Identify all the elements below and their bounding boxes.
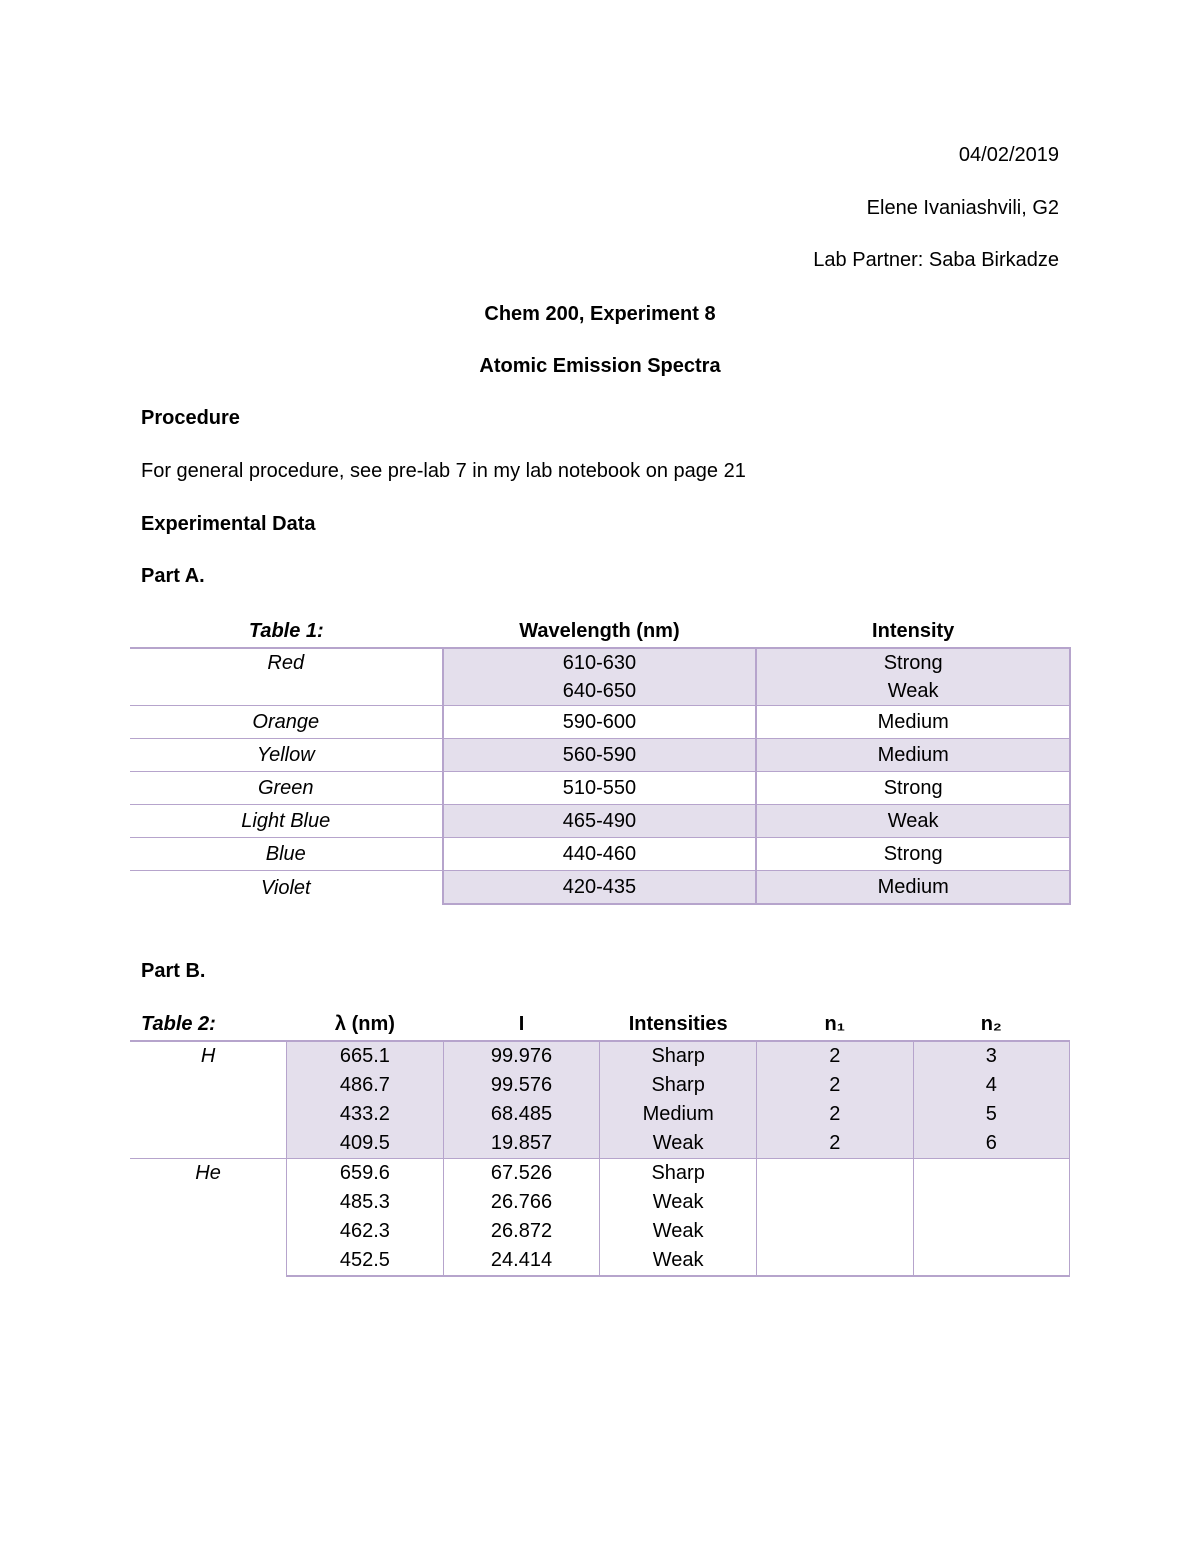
wavelength-cell: 590-600 xyxy=(443,706,757,739)
table-row xyxy=(130,838,1070,871)
intensity-value: Weak xyxy=(652,1249,704,1271)
wavelength-cell: 560-590 xyxy=(443,739,757,772)
i-cell xyxy=(443,1159,600,1277)
color-cell: Light Blue xyxy=(130,805,443,838)
color-cell: Yellow xyxy=(130,739,443,772)
n2-cell xyxy=(913,1041,1070,1159)
table-1-caption: Table 1: xyxy=(130,615,443,648)
table-row xyxy=(130,805,1070,838)
wavelength-cell: 465-490 xyxy=(443,805,757,838)
i-value: 99.576 xyxy=(490,1074,553,1096)
wavelength-cell: 440-460 xyxy=(443,838,757,871)
lambda-value: 485.3 xyxy=(339,1191,390,1213)
intensities-cell xyxy=(600,1041,757,1159)
n1-value: 2 xyxy=(829,1074,841,1096)
intensities-cell xyxy=(600,1159,757,1277)
intensity-cell: Medium xyxy=(756,871,1070,905)
intensity-cell: Medium xyxy=(756,739,1070,772)
lambda-value: 409.5 xyxy=(339,1132,390,1154)
table-row xyxy=(130,648,1070,706)
color-cell: Green xyxy=(130,772,443,805)
experimental-data-heading: Experimental Data xyxy=(141,513,316,535)
color-cell: Blue xyxy=(130,838,443,871)
intensity-cell: Weak xyxy=(756,805,1070,838)
wavelength-cell: 420-435 xyxy=(443,871,757,905)
intensity-value: Weak xyxy=(652,1191,704,1213)
color-cell: Violet xyxy=(260,876,311,899)
table-2-caption: Table 2: xyxy=(130,1008,287,1041)
author-name: Elene Ivaniashvili, G2 xyxy=(866,197,1059,219)
i-value: 24.414 xyxy=(490,1249,553,1271)
table-row xyxy=(130,739,1070,772)
i-value: 26.766 xyxy=(490,1191,553,1213)
intensity-value: Medium xyxy=(642,1103,714,1125)
element-cell: H xyxy=(130,1041,287,1159)
lambda-value: 452.5 xyxy=(339,1249,390,1271)
element-cell: He xyxy=(130,1159,287,1277)
table-2-header-lambda: λ (nm) xyxy=(287,1008,444,1041)
table-row xyxy=(130,772,1070,805)
lambda-cell xyxy=(287,1041,444,1159)
part-b-heading: Part B. xyxy=(141,960,206,982)
procedure-heading: Procedure xyxy=(141,407,240,429)
intensity-value: Strong xyxy=(883,652,943,674)
n1-value: 2 xyxy=(829,1045,841,1067)
color-cell: Orange xyxy=(130,706,443,739)
n2-value: 5 xyxy=(985,1103,997,1125)
table-2-header-intensities: Intensities xyxy=(600,1008,757,1041)
intensity-cell xyxy=(756,648,1070,706)
wavelength-value: 640-650 xyxy=(562,680,637,702)
i-value: 26.872 xyxy=(490,1220,553,1242)
lambda-value: 462.3 xyxy=(339,1220,390,1242)
intensity-value: Weak xyxy=(887,680,939,702)
n1-value: 2 xyxy=(829,1103,841,1125)
n1-cell xyxy=(757,1159,913,1277)
course-title: Chem 200, Experiment 8 xyxy=(484,303,716,325)
i-value: 99.976 xyxy=(490,1045,553,1067)
experiment-title: Atomic Emission Spectra xyxy=(479,355,721,377)
lambda-cell xyxy=(287,1159,444,1277)
table-1 xyxy=(130,615,1071,905)
n2-value: 6 xyxy=(985,1132,997,1154)
date: 04/02/2019 xyxy=(958,144,1059,166)
table-row xyxy=(130,1159,1070,1277)
table-row xyxy=(130,871,1070,905)
part-a-heading: Part A. xyxy=(141,565,205,587)
lambda-value: 659.6 xyxy=(339,1162,390,1184)
n1-value: 2 xyxy=(829,1132,841,1154)
intensity-cell: Medium xyxy=(756,706,1070,739)
n2-value: 3 xyxy=(985,1045,997,1067)
lambda-value: 433.2 xyxy=(339,1103,390,1125)
color-cell: Red xyxy=(130,648,443,706)
intensity-cell: Strong xyxy=(756,838,1070,871)
intensity-value: Weak xyxy=(652,1220,704,1242)
table-row xyxy=(130,1041,1070,1159)
table-2-header-i: I xyxy=(443,1008,600,1041)
intensity-value: Sharp xyxy=(651,1045,705,1067)
i-value: 19.857 xyxy=(490,1132,553,1154)
table-2 xyxy=(130,1008,1070,1277)
lambda-value: 665.1 xyxy=(339,1045,390,1067)
procedure-text: For general procedure, see pre-lab 7 in my lab notebook on page 21 xyxy=(141,460,746,482)
lab-partner: Lab Partner: Saba Birkadze xyxy=(813,249,1059,271)
table-2-header-n2: n₂ xyxy=(913,1008,1070,1041)
intensity-value: Sharp xyxy=(651,1162,705,1184)
intensity-value: Weak xyxy=(652,1132,704,1154)
wavelength-cell: 510-550 xyxy=(443,772,757,805)
table-2-header-n1: n₁ xyxy=(757,1008,913,1041)
i-value: 67.526 xyxy=(490,1162,553,1184)
table-1-header-wavelength: Wavelength (nm) xyxy=(443,615,757,648)
n1-cell xyxy=(757,1041,913,1159)
i-cell xyxy=(443,1041,600,1159)
table-1-header-intensity: Intensity xyxy=(756,615,1070,648)
n2-value: 4 xyxy=(985,1074,997,1096)
table-row xyxy=(130,706,1070,739)
i-value: 68.485 xyxy=(490,1103,553,1125)
intensity-value: Sharp xyxy=(651,1074,705,1096)
lambda-value: 486.7 xyxy=(339,1074,390,1096)
wavelength-value: 610-630 xyxy=(562,652,637,674)
intensity-cell: Strong xyxy=(756,772,1070,805)
n2-cell xyxy=(913,1159,1070,1277)
wavelength-cell xyxy=(443,648,757,706)
